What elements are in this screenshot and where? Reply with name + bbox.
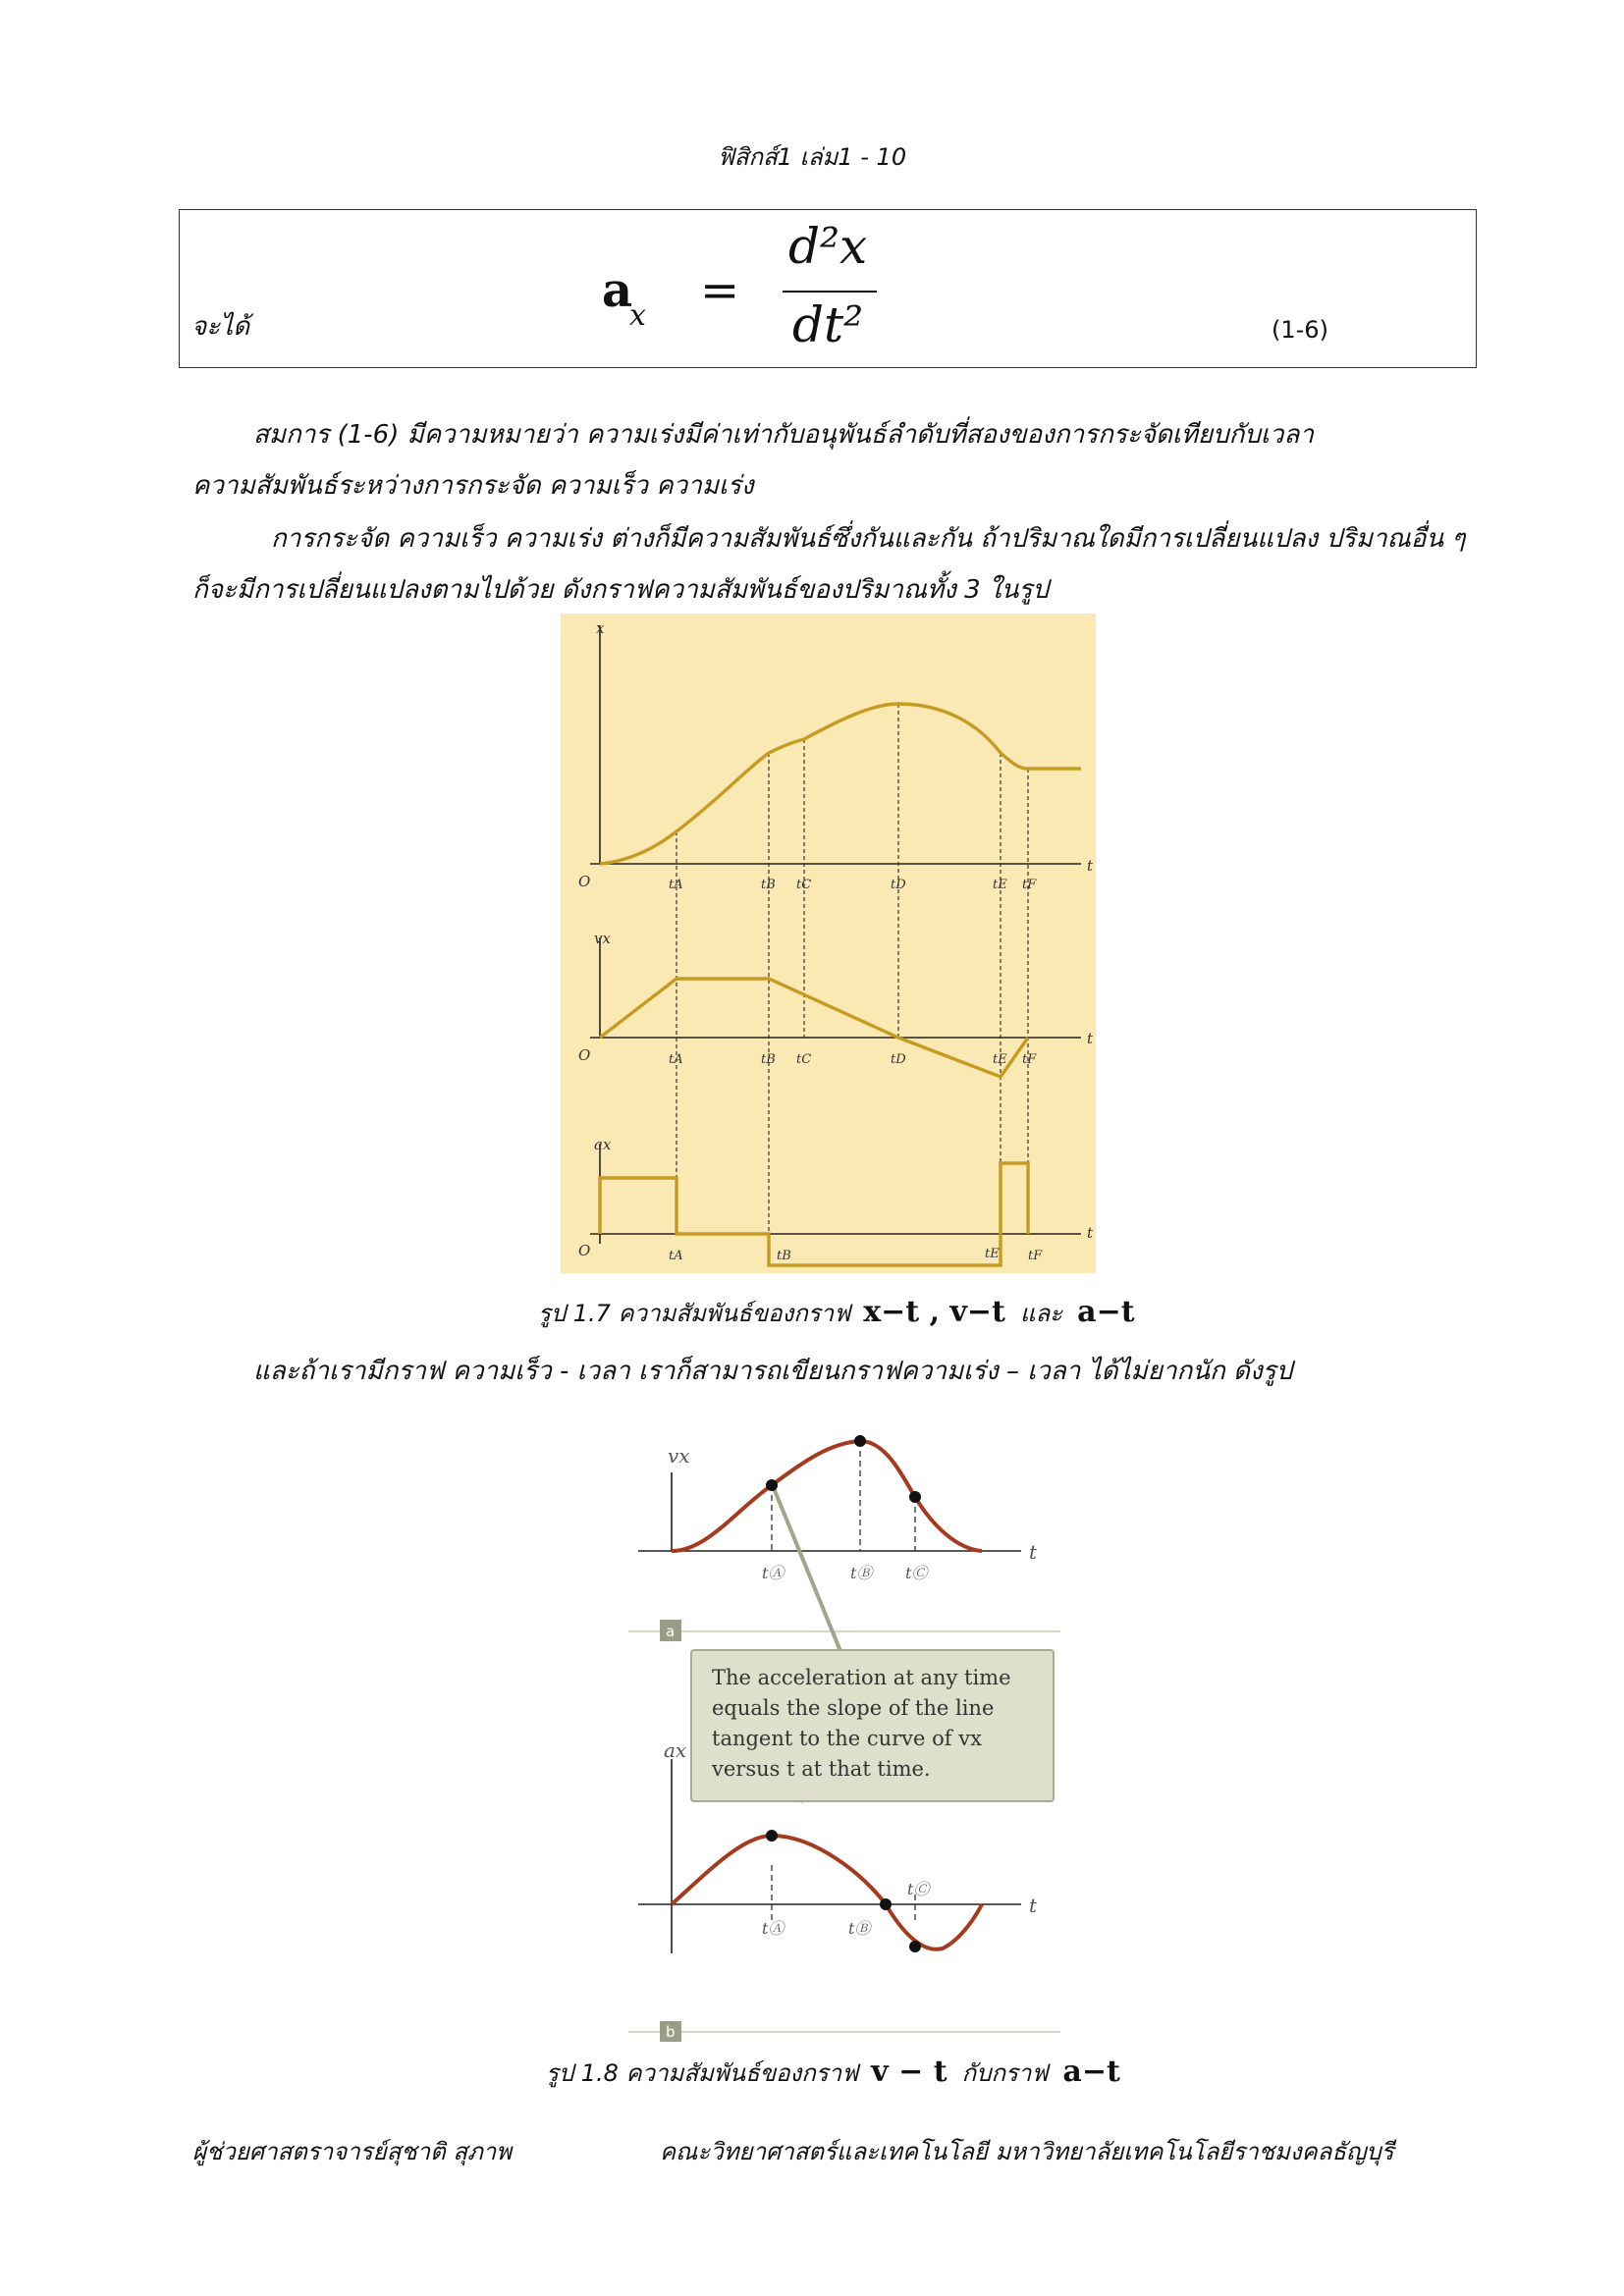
tick-label-tB-2: tB (761, 1052, 776, 1067)
equation-box (179, 209, 1477, 368)
callout-line-4: versus t at that time. (712, 1757, 931, 1781)
panel-a-label: a (666, 1623, 676, 1640)
axis-label-t-3: t (1087, 1224, 1094, 1242)
v-t-curve (600, 979, 1028, 1077)
tick-label-tB-bottom: tⒷ (848, 1919, 871, 1938)
figure-1-7-caption-formula: x−t , v−t (863, 1295, 1005, 1329)
tick-label-tA-top: tⒶ (762, 1564, 785, 1582)
tick-label-tF-1: tF (1022, 878, 1037, 892)
tick-label-tB-3: tB (777, 1249, 791, 1263)
figure-1-7-curves (600, 704, 1081, 1265)
figure-1-8-caption-prefix: รูป 1.8 ความสัมพันธ์ของกราฟ (546, 2059, 859, 2087)
origin-label-2: O (578, 1046, 591, 1064)
callout-line-2: equals the slope of the line (712, 1696, 995, 1720)
footer-author: ผู้ช่วยศาสตราจารย์สุชาติ สุภาพ (192, 2138, 513, 2165)
equation-lhs-subscript: x (629, 298, 646, 333)
velocity-curve (672, 1441, 982, 1551)
panel-b-label: b (666, 2023, 676, 2041)
axis-label-t-2: t (1087, 1030, 1094, 1047)
tick-label-tB-top: tⒷ (850, 1564, 873, 1582)
figure-1-8-caption-formula-2: a−t (1062, 2055, 1120, 2089)
equation-denominator: dt² (792, 296, 864, 353)
tick-label-tD-2: tD (891, 1052, 906, 1067)
axis-label-t-1: t (1087, 857, 1094, 875)
paragraph-line-4: ก็จะมีการเปลี่ยนแปลงตามไปด้วย ดังกราฟความสัมพันธ์ของปริมาณทั้ง 3 ในรูป (192, 575, 1049, 605)
equation-number: (1-6) (1272, 316, 1328, 344)
axis-label-ax: ax (664, 1738, 687, 1762)
figure-1-7-caption-prefix: รูป 1.7 ความสัมพันธ์ของกราฟ (538, 1300, 851, 1327)
tick-label-tF-3: tF (1028, 1249, 1043, 1263)
tick-label-tA-3: tA (669, 1249, 683, 1263)
figure-1-7 (561, 614, 1096, 1273)
paragraph-line-1: สมการ (1-6) มีความหมายว่า ความเร่งมีค่าเท่ากับอนุพันธ์ลำดับที่สองของการกระจัดเทียบกับเวลา (253, 420, 1314, 450)
tick-label-tC-1: tC (796, 878, 812, 892)
axis-label-t-bottom: t (1029, 1894, 1038, 1917)
figure-1-8-caption-formula: v − t (871, 2055, 947, 2089)
tick-label-tC-top: tⒸ (905, 1564, 928, 1582)
paragraph-line-5: และถ้าเรามีกราฟ ความเร็ว - เวลา เราก็สามารถเขียนกราฟความเร่ง – เวลา ได้ไม่ยากนัก ดังรูป (253, 1357, 1293, 1386)
equation-numerator: d²x (788, 218, 868, 275)
figure-1-8-caption (546, 2054, 1120, 2092)
equation-lhs: a (602, 263, 633, 318)
figure-1-7-graphs (561, 614, 1096, 1273)
paragraph-line-3: การกระจัด ความเร็ว ความเร่ง ต่างก็มีความสัมพันธ์ซึ่งกันและกัน ถ้าปริมาณใดมีการเปลี่ยนแปลง ปริมาณอื่น ๆ (271, 524, 1466, 554)
equation-equals: = (700, 263, 740, 318)
tick-label-tA-bottom: tⒶ (762, 1919, 785, 1938)
axis-label-x: x (596, 619, 605, 637)
callout-line-1: The acceleration at any time (712, 1666, 1011, 1689)
axis-label-t-top: t (1029, 1540, 1038, 1564)
figure-1-8-callout (690, 1649, 1055, 1802)
figure-1-7-caption (538, 1294, 1135, 1332)
tick-label-tA-1: tA (669, 878, 683, 892)
origin-label-1: O (578, 873, 591, 890)
a-t-curve (600, 1163, 1028, 1265)
tick-label-tC-bottom: tⒸ (907, 1880, 930, 1898)
axis-label-vx: vx (594, 930, 611, 947)
fraction-bar (783, 291, 877, 293)
tick-guide-lines (677, 704, 1028, 1234)
paragraph-line-2: ความสัมพันธ์ระหว่างการกระจัด ความเร็ว ความเร่ง (192, 471, 754, 501)
tick-label-tE-1: tE (993, 878, 1007, 892)
figure-1-7-caption-formula-2: a−t (1077, 1295, 1135, 1329)
origin-label-3: O (578, 1242, 591, 1259)
equation-prefix: จะได้ (191, 312, 250, 342)
callout-line-3: tangent to the curve of vx (712, 1727, 982, 1750)
page-header: ฟิสิกส์1 เล่ม1 - 10 (717, 143, 907, 171)
tick-label-tF-2: tF (1022, 1052, 1037, 1067)
tick-label-tA-2: tA (669, 1052, 683, 1067)
tick-label-tB-1: tB (761, 878, 776, 892)
axis-label-vx: vx (668, 1444, 690, 1468)
axis-label-ax: ax (594, 1136, 612, 1153)
tick-label-tD-1: tD (891, 878, 906, 892)
figure-1-7-caption-and: และ (1019, 1300, 1063, 1327)
acceleration-curve (672, 1836, 982, 1949)
figure-1-8-caption-mid: กับกราฟ (961, 2059, 1049, 2087)
tick-label-tC-2: tC (796, 1052, 812, 1067)
tick-label-tE-3: tE (985, 1247, 1000, 1261)
footer-affiliation: คณะวิทยาศาสตร์และเทคโนโลยี มหาวิทยาลัยเทคโนโลยีราชมงคลธัญบุรี (660, 2138, 1394, 2165)
x-t-curve (600, 704, 1081, 864)
tick-label-tE-2: tE (993, 1052, 1007, 1067)
